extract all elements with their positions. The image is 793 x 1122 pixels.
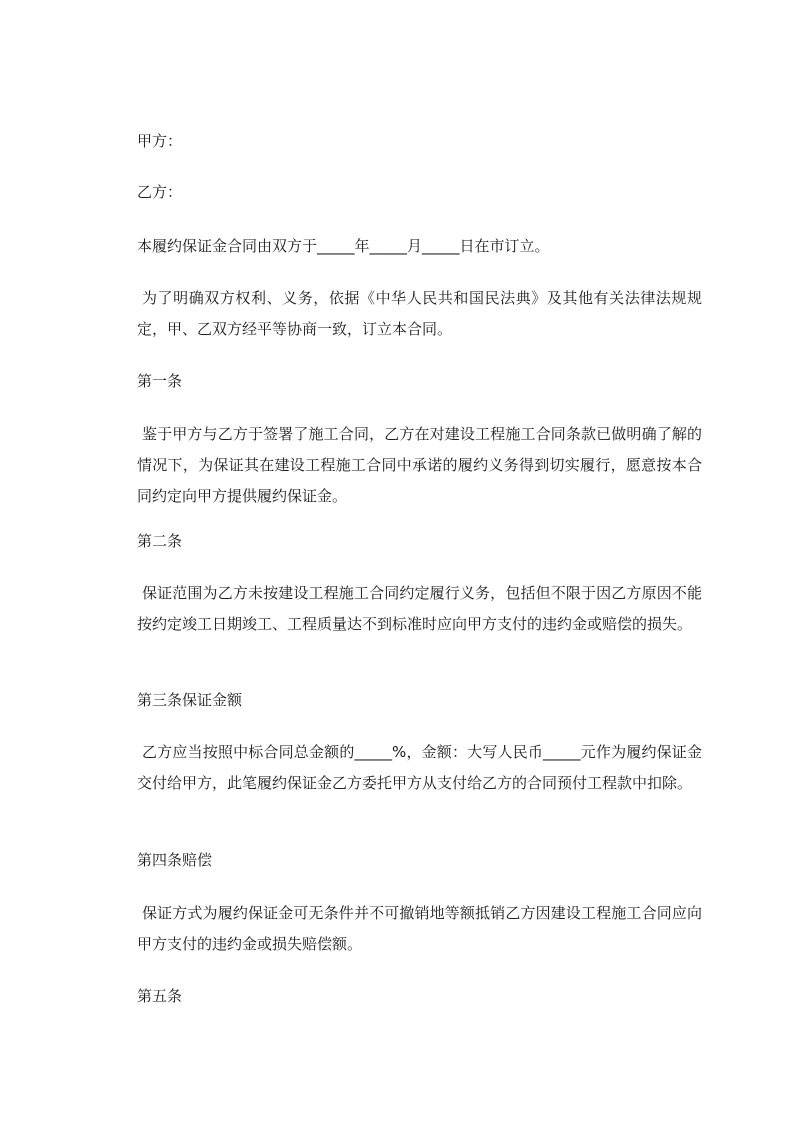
article-2-body: 保证范围为乙方未按建设工程施工合同约定履行义务，包括但不限于因乙方原因不能按约定竣工日期竣工、工程质量达不到标准时应向甲方支付的违约金或赔偿的损失。 bbox=[137, 584, 702, 633]
article-1-title: 第一条 bbox=[137, 372, 183, 390]
contract-intro: 本履约保证金合同由双方于_____年_____月_____日在市订立。 bbox=[137, 237, 550, 255]
party-b-line: 乙方： bbox=[137, 183, 183, 201]
article-5-title: 第五条 bbox=[137, 987, 183, 1005]
article-4-body: 保证方式为履约保证金可无条件并不可撤销地等额抵销乙方因建设工程施工合同应向甲方支付的违约金或损失赔偿额。 bbox=[137, 904, 702, 953]
article-2-title: 第二条 bbox=[137, 532, 183, 550]
article-3-title: 第三条保证金额 bbox=[137, 691, 243, 709]
article-4-title: 第四条赔偿 bbox=[137, 851, 213, 869]
party-a-line: 甲方： bbox=[137, 132, 183, 150]
article-1-body: 鉴于甲方与乙方于签署了施工合同，乙方在对建设工程施工合同条款已做明确了解的情况下，为保证其在建设工程施工合同中承诺的履约义务得到切实履行，愿意按本合同约定向甲方提供履约保证金。 bbox=[137, 425, 702, 505]
article-3-body: 乙方应当按照中标合同总金额的_____%，金额：大写人民币_____元作为履约保证金交付给甲方，此笔履约保证金乙方委托甲方从支付给乙方的合同预付工程款中扣除。 bbox=[137, 743, 702, 792]
purpose-paragraph: 为了明确双方权利、义务，依据《中华人民共和国民法典》及其他有关法律法规规定，甲、乙双方经平等协商一致，订立本合同。 bbox=[137, 289, 702, 338]
